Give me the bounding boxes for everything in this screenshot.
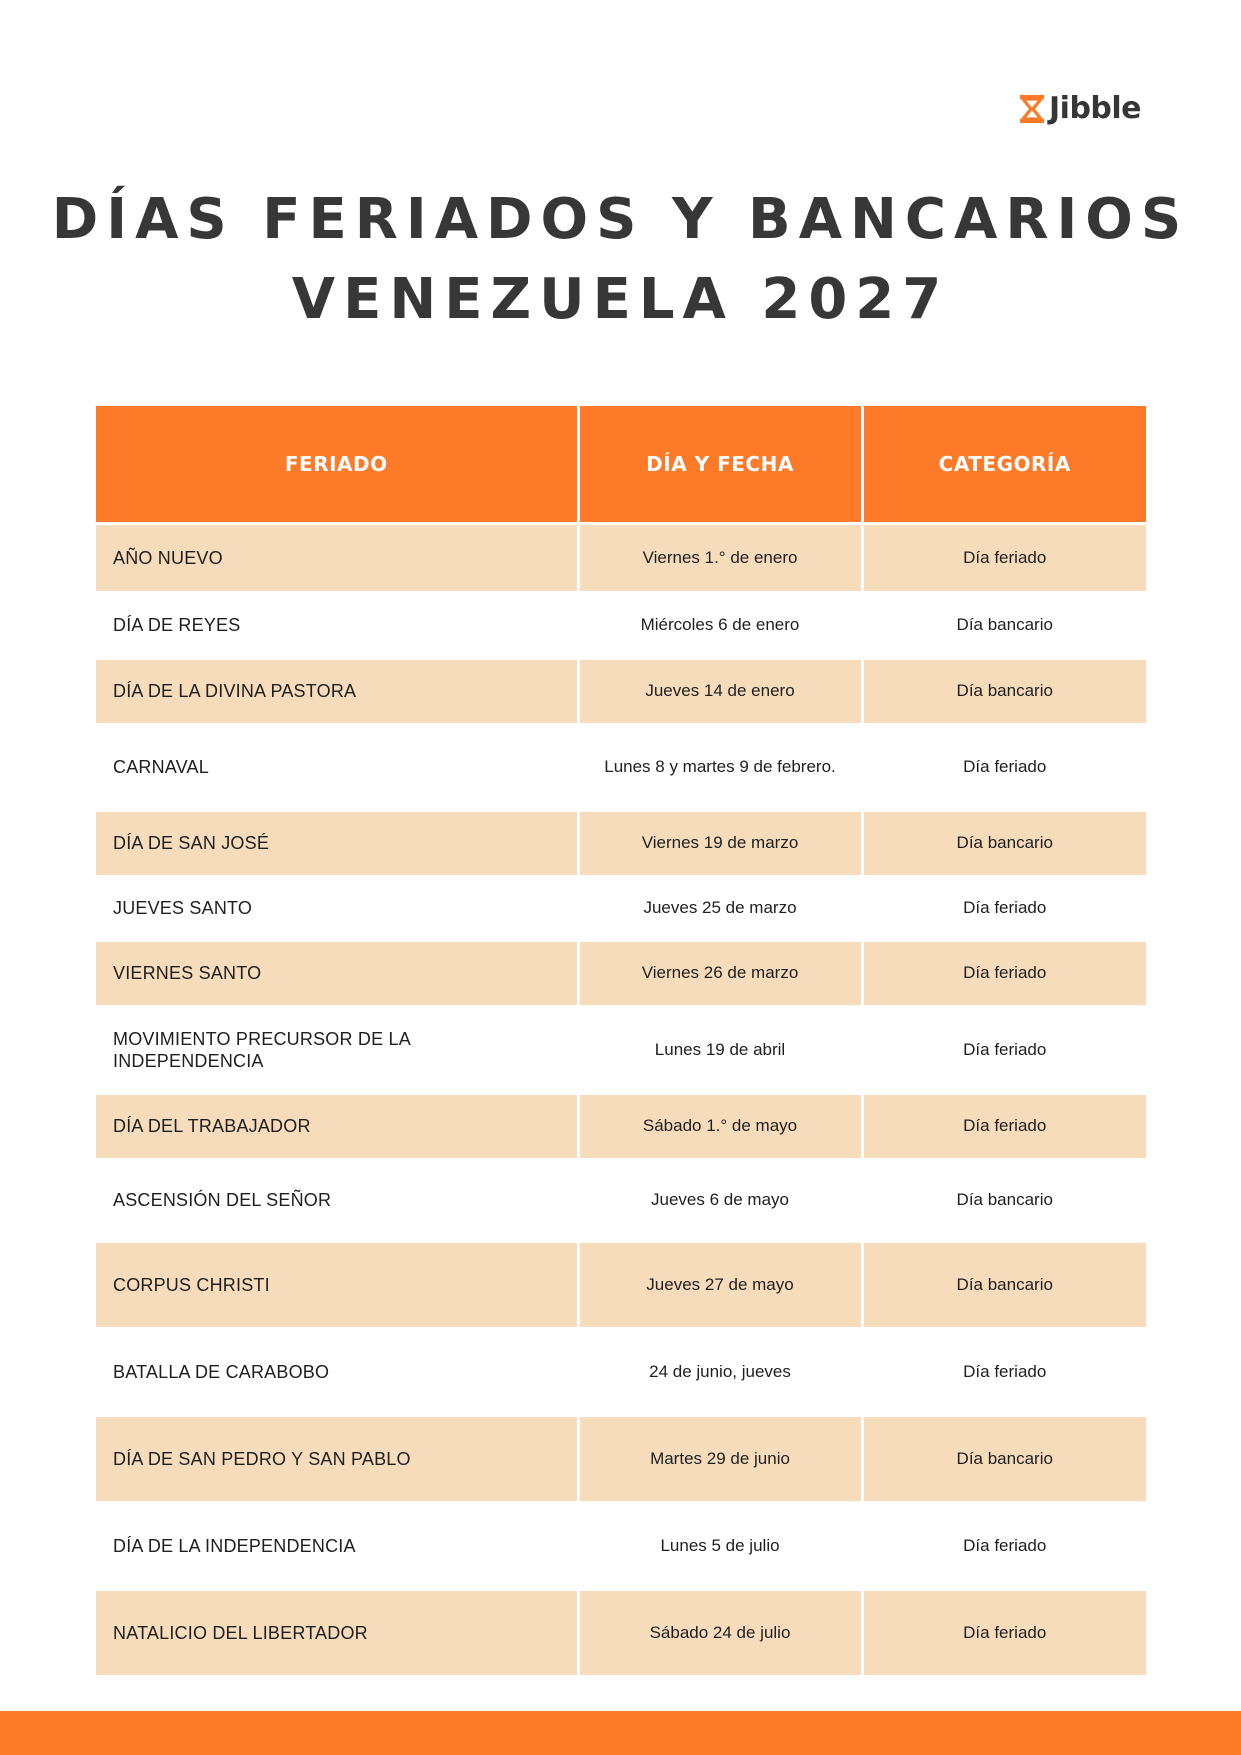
table-row [96,524,1146,591]
table-row [96,1243,1146,1327]
holiday-date: Miércoles 6 de enero [578,591,862,660]
holiday-category: Día feriado [862,1501,1146,1591]
holiday-name: DÍA DE LA INDEPENDENCIA [96,1501,578,1591]
holiday-name: NATALICIO DEL LIBERTADOR [96,1591,578,1675]
holiday-date: Martes 29 de junio [578,1417,862,1501]
table-row [96,1327,1146,1417]
hourglass-icon [1019,94,1045,124]
holiday-category: Día feriado [862,524,1146,591]
holiday-name: DÍA DE REYES [96,591,578,660]
holiday-date: Jueves 6 de mayo [578,1158,862,1243]
holiday-date: Sábado 24 de julio [578,1591,862,1675]
holiday-name: BATALLA DE CARABOBO [96,1327,578,1417]
header-row [96,406,1146,524]
holiday-name: JUEVES SANTO [96,875,578,942]
holiday-category: Día feriado [862,942,1146,1005]
holiday-name: MOVIMIENTO PRECURSOR DE LA INDEPENDENCIA [96,1005,578,1095]
brand-name: Jibble [1049,91,1142,126]
table-row [96,723,1146,812]
holiday-category: Día bancario [862,1158,1146,1243]
holiday-name: DÍA DEL TRABAJADOR [96,1095,578,1158]
footer-band [0,1711,1241,1755]
holiday-category: Día feriado [862,875,1146,942]
holiday-date: Jueves 25 de marzo [578,875,862,942]
holiday-date: Lunes 8 y martes 9 de febrero. [578,723,862,812]
holiday-name: CORPUS CHRISTI [96,1243,578,1327]
page-title [0,180,1241,340]
holiday-name: ASCENSIÓN DEL SEÑOR [96,1158,578,1243]
table-row [96,1005,1146,1095]
table-row [96,1095,1146,1158]
table-row [96,1591,1146,1675]
holiday-category: Día bancario [862,1417,1146,1501]
holiday-date: Jueves 14 de enero [578,660,862,723]
holiday-category: Día bancario [862,1243,1146,1327]
holiday-name: DÍA DE SAN JOSÉ [96,812,578,875]
holiday-name: AÑO NUEVO [96,524,578,591]
table-header [96,406,1146,524]
table-row [96,812,1146,875]
holiday-category: Día feriado [862,1327,1146,1417]
holiday-category: Día feriado [862,1591,1146,1675]
column-header-date: DÍA Y FECHA [578,406,862,524]
holiday-date: Viernes 19 de marzo [578,812,862,875]
holiday-name: CARNAVAL [96,723,578,812]
holiday-name: VIERNES SANTO [96,942,578,1005]
holiday-category: Día bancario [862,812,1146,875]
column-header-category: CATEGORÍA [862,406,1146,524]
column-header-holiday: FERIADO [96,406,578,524]
holiday-date: Viernes 26 de marzo [578,942,862,1005]
holiday-category: Día feriado [862,1005,1146,1095]
page-title-line-2: VENEZUELA 2027 [291,267,950,332]
holiday-date: Viernes 1.° de enero [578,524,862,591]
holiday-date: Lunes 5 de julio [578,1501,862,1591]
holiday-category: Día feriado [862,723,1146,812]
holiday-table [96,406,1146,1675]
holiday-category: Día bancario [862,591,1146,660]
table-row [96,942,1146,1005]
table-row [96,1501,1146,1591]
table-body [96,524,1146,1675]
table-row [96,875,1146,942]
brand-logo [1019,92,1141,126]
holiday-date: Jueves 27 de mayo [578,1243,862,1327]
holiday-name: DÍA DE LA DIVINA PASTORA [96,660,578,723]
table-row [96,591,1146,660]
holiday-date: 24 de junio, jueves [578,1327,862,1417]
holiday-category: Día bancario [862,660,1146,723]
page-title-line-1: DÍAS FERIADOS Y BANCARIOS [51,187,1190,252]
table-row [96,1158,1146,1243]
holiday-date: Sábado 1.° de mayo [578,1095,862,1158]
table-row [96,660,1146,723]
holiday-name: DÍA DE SAN PEDRO Y SAN PABLO [96,1417,578,1501]
table-row [96,1417,1146,1501]
holiday-category: Día feriado [862,1095,1146,1158]
holiday-date: Lunes 19 de abril [578,1005,862,1095]
